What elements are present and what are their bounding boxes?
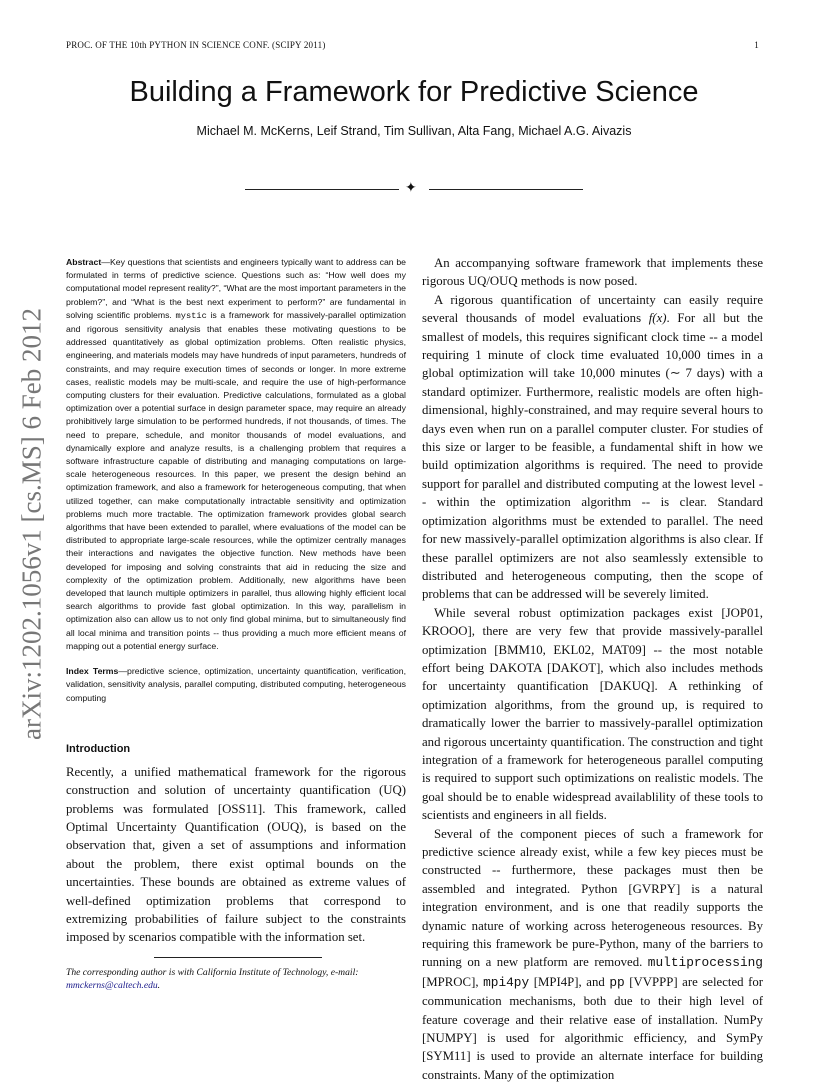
- arxiv-stamp-text: arXiv:1202.1056v1 [cs.MS] 6 Feb 2012: [16, 308, 47, 740]
- right-p4-text-c: [MPI4P], and: [529, 974, 610, 989]
- right-paragraph-3: While several robust optimization packages exist [JOP01, KROOO], there are very few that provide massively-parallel optimization [BMM10, EKL02, MAT09] -- the most notable effort being DAKOTA [DAKOT], which also includes methods for uncertainty quantification [DAKUQ]. A rethinking of optimization algorithms, from the ground up, is required to dramatically lower the barrier to massively-parallel optimization and rigorous uncertainty quantification. The construction and tight integration of a framework for heterogeneous parallel computing is required to support such optimizations on realistic models. The goal should be to enable widespread availablility of these tools to scientists and engineers in all fields.: [422, 605, 763, 823]
- footnote-end: .: [157, 979, 161, 991]
- paper-title: Building a Framework for Predictive Science: [129, 76, 699, 108]
- right-paragraph-4: [422, 825, 763, 1084]
- right-p4-package-pp: pp: [609, 974, 625, 990]
- right-column: [422, 254, 763, 1084]
- footnote-text: The corresponding author is with California Institute of Technology, e-mail:: [66, 966, 359, 978]
- right-p4-text-d: [VVPPP] are selected for communication mechanisms, both due to their high level of feature coverage and their relative ease of installation. NumPy [NUMPY] is used for algorithmic efficiency, and SymPy [SYM11] is used to provide an alternate interface for building constraints. Many of the optimization: [422, 974, 763, 1082]
- index-terms: [66, 665, 406, 705]
- abstract-text-2: is a framework for massively-parallel optimization and rigorous sensitivity analysis that enables these motivating questions to be addressed quantitatively as global optimization problems. Often realistic physics, engineering, and materials models may have hundreds of input parameters, hundreds of constraints, and may require execution times of seconds or longer. In more extreme cases, realistic models may be multi-scale, and require the use of high-performance computing clusters for their evaluation. Predictive calculations, formulated as a global optimization over a potential surface in design parameter space, may require an already prohibitively large simulation to be performed hundreds, if not thousands, of times. The need to prepare, schedule, and monitor thousands of model evaluations, and dynamically explore and analyze results, is a challenging problem that requires a software infrastructure capable of distributing and managing computations on large-scale heterogeneous resources. In this paper, we present the design behind an optimization framework, and also a framework for heterogeneous computing, that when utilized together, can make computationally intractable sensitivity and optimization problems much more tractable. The optimization framework provides global search algorithms that have been extended to parallel, where evaluations of the model can be distributed to appropriate large-scale resources, while the optimizer centrally manages their interactions and navigates the objective function. New methods have been developed for imposing and solving constraints that aid in reducing the size and complexity of the optimization problem. Additionally, new algorithms have been developed that launch multiple optimizers in parallel, thus allowing highly efficient local search algorithms to provide fast global optimization. In this way, parallelism in optimization also can allow us to not only find global minima, but to simultaneously find all local minima and transition points -- thus providing a much more efficient means of mapping out a potential energy surface.: [66, 309, 406, 651]
- abstract-text-1: —Key questions that scientists and engineers typically want to address can be formulated in terms of predictive science. Questions such as: “How well does my computational model represent reality?”, “What are the most important parameters in the problem?”, and “What is the best next experiment to perform?” are fundamental in solving scientific problems.: [66, 257, 406, 320]
- running-header: [66, 40, 762, 54]
- intro-paragraph-1: Recently, a unified mathematical framework for the rigorous construction and solution of uncertainty quantification (UQ) problems was formulated [OSS11]. This framework, called Optimal Uncertainty Quantification (OUQ), is based on the observation that, given a set of assumptions and information about the problem, there exist optimal bounds on the uncertainties. These bounds are obtained as extreme values of well-defined optimization problems that correspond to extremizing probabilities of failure subject to the constraints imposed by scenarios compatible with the information set.: [66, 764, 406, 945]
- footnote-email-link[interactable]: mmckerns@caltech.edu: [66, 979, 158, 991]
- title-separator: [245, 182, 583, 196]
- four-point-star-icon: ✦: [405, 180, 417, 196]
- right-p4-package-mpi4py: mpi4py: [483, 974, 530, 990]
- right-paragraph-2: [422, 291, 763, 604]
- abstract: [66, 256, 406, 653]
- left-column: [66, 256, 406, 992]
- author-list: Michael M. McKerns, Leif Strand, Tim Sullivan, Alta Fang, Michael A.G. Aivazis: [196, 124, 632, 138]
- abstract-package-name: mystic: [175, 310, 207, 321]
- header-conference: PROC. OF THE 10th PYTHON IN SCIENCE CONF. (SCIPY 2011): [66, 40, 326, 50]
- right-p2-text-b: . For all but the smallest of models, this requires significant clock time -- a model requiring 1 minute of clock time evaluated 10,000 times in a global optimization will take 10,000 minutes (∼ 7 days) with a standard optimizer. Furthermore, realistic models are often high-dimensional, highly-constrained, and may require several hours to days even when run on a parallel computer cluster. For studies of this size or larger to be feasible, a fundamental shift in how we build optimization algorithms is required. The need to provide support for parallel and distributed computing at the lowest level -- within the optimization algorithm -- is clear. Standard optimization algorithms must be extended to parallel. The need for new massively-parallel optimization algorithms is also clear. If these parallel optimizers are not also seamlessly extensible to distributed and heterogeneous computing, then the scope of problems that can be addressed will be severely limited.: [422, 311, 763, 602]
- right-p2-text-a: A rigorous quantification of uncertainty can easily require several thousands of model evaluations: [422, 292, 763, 326]
- footnote: [66, 966, 406, 992]
- arxiv-stamp: [2, 296, 62, 752]
- index-terms-text: —predictive science, optimization, uncertainty quantification, verification, validation, sensitivity analysis, parallel computing, distributed computing, heterogeneous computing: [66, 666, 406, 703]
- abstract-label: Abstract: [66, 257, 102, 267]
- page-number: 1: [754, 40, 759, 50]
- right-p4-text-a: Several of the component pieces of such a framework for predictive science already exist, while a few key pieces must be constructed -- furthermore, these packages must then be assembled and integrated. Python [GVRPY] is a natural integration environment, and is one that readily supports the dynamic nature of working across heterogeneous resources. By requiring this framework be pure-Python, many of the barriers to running on a new platform are removed.: [422, 826, 763, 970]
- right-p4-package-multiprocessing: multiprocessing: [647, 955, 763, 971]
- footnote-rule: [154, 957, 322, 958]
- index-terms-label: Index Terms: [66, 666, 119, 677]
- separator-line-right: [429, 189, 583, 190]
- right-paragraph-1: An accompanying software framework that implements these rigorous UQ/OUQ methods is now posed.: [422, 256, 763, 289]
- separator-line-left: [245, 189, 399, 190]
- right-p2-math: f(x): [648, 311, 667, 326]
- section-heading-introduction: Introduction: [66, 742, 131, 755]
- right-p4-text-b: [MPROC],: [422, 974, 484, 989]
